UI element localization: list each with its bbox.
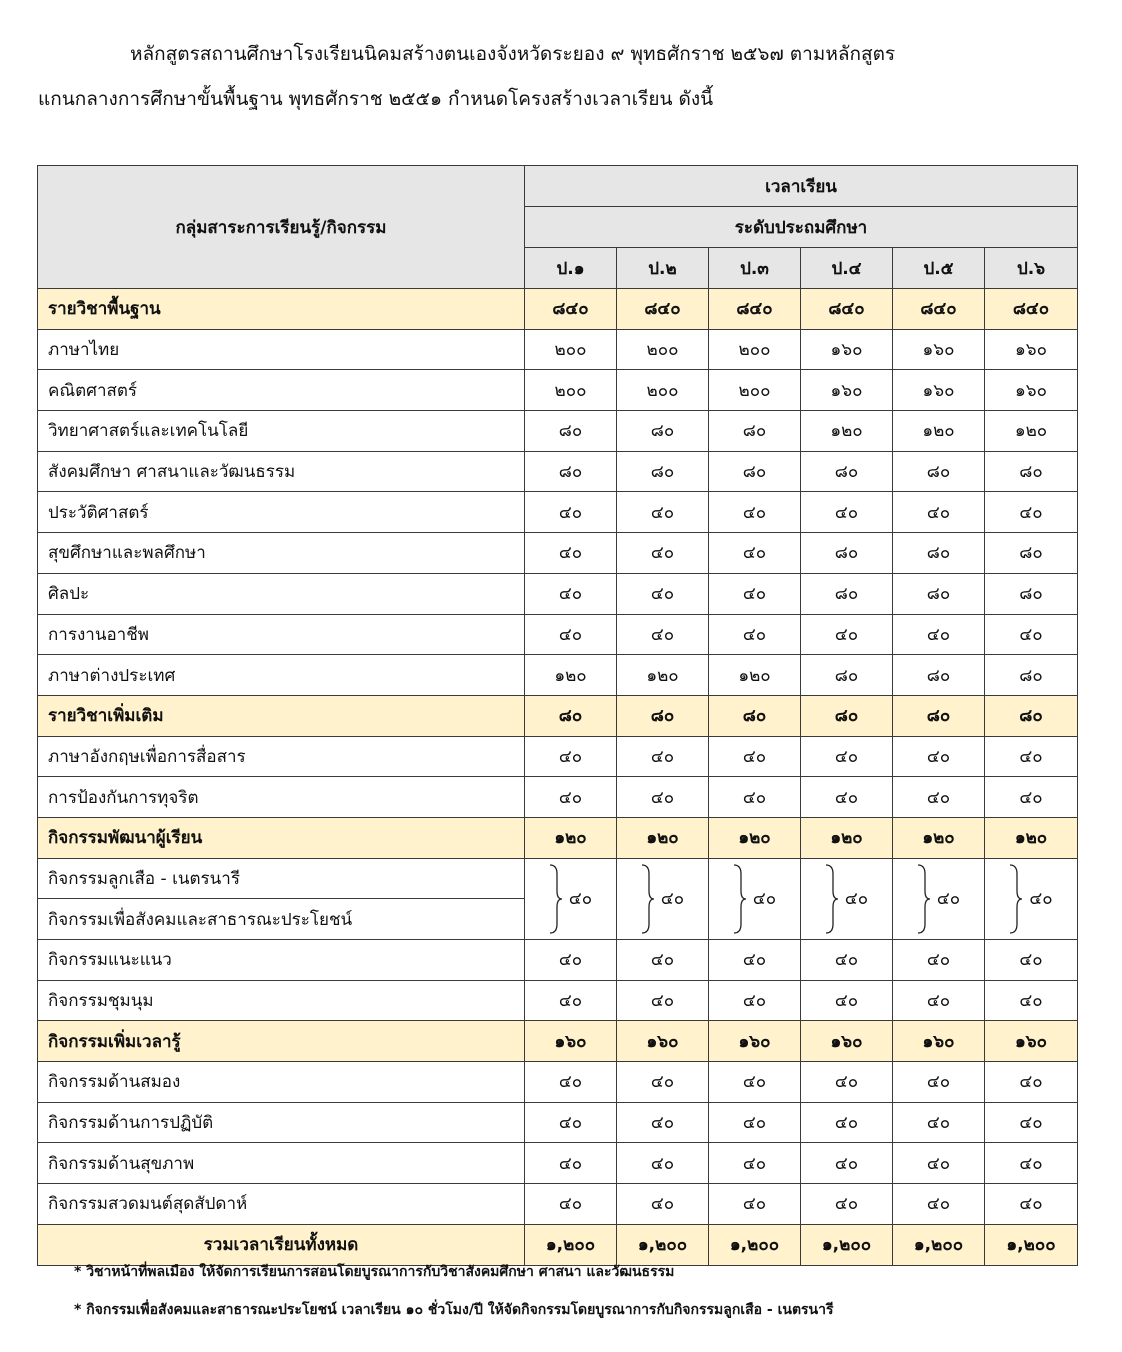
table-row bbox=[38, 980, 1078, 1021]
hours-value: ๑๖๐ bbox=[617, 1021, 709, 1062]
header-grade: ป.๓ bbox=[709, 248, 801, 289]
hours-value: ๘๔๐ bbox=[525, 289, 617, 330]
hours-value: ๑๒๐ bbox=[709, 817, 801, 858]
hours-value: ๔๐ bbox=[985, 1184, 1078, 1225]
hours-value: ๘๐ bbox=[893, 655, 985, 696]
subject-name: กิจกรรมแนะแนว bbox=[38, 940, 525, 981]
hours-value: ๑๒๐ bbox=[985, 817, 1078, 858]
hours-value: ๘๐ bbox=[985, 533, 1078, 574]
hours-value: ๔๐ bbox=[801, 1062, 893, 1103]
hours-value: ๘๔๐ bbox=[709, 289, 801, 330]
hours-value: ๘๐ bbox=[985, 695, 1078, 736]
hours-value: ๔๐ bbox=[801, 980, 893, 1021]
merged-hours-cell bbox=[801, 858, 893, 939]
hours-value: ๑๖๐ bbox=[893, 370, 985, 411]
category-name: รายวิชาเพิ่มเติม bbox=[38, 695, 525, 736]
hours-value: ๔๐ bbox=[525, 492, 617, 533]
hours-value: ๑๒๐ bbox=[893, 411, 985, 452]
hours-value: ๔๐ bbox=[709, 980, 801, 1021]
hours-value: ๒๐๐ bbox=[525, 329, 617, 370]
hours-value: ๘๐ bbox=[525, 695, 617, 736]
hours-value: ๔๐ bbox=[893, 1143, 985, 1184]
curly-brace-icon bbox=[733, 864, 747, 934]
hours-value: ๘๔๐ bbox=[617, 289, 709, 330]
subject-name: การงานอาชีพ bbox=[38, 614, 525, 655]
hours-value: ๔๐ bbox=[525, 736, 617, 777]
total-value: ๑,๒๐๐ bbox=[801, 1224, 893, 1265]
subject-name: กิจกรรมลูกเสือ - เนตรนารี bbox=[38, 858, 525, 899]
hours-value: ๔๐ bbox=[709, 533, 801, 574]
intro-line-1: หลักสูตรสถานศึกษาโรงเรียนนิคมสร้างตนเองจังหวัดระยอง ๙ พุทธศักราช ๒๕๖๗ ตามหลักสูตร bbox=[130, 43, 896, 65]
hours-value: ๘๐ bbox=[617, 411, 709, 452]
hours-value: ๔๐ bbox=[936, 889, 961, 910]
hours-value: ๘๐ bbox=[709, 411, 801, 452]
hours-value: ๔๐ bbox=[985, 980, 1078, 1021]
hours-value: ๔๐ bbox=[709, 777, 801, 818]
table-row bbox=[38, 655, 1078, 696]
subject-name: กิจกรรมด้านสุขภาพ bbox=[38, 1143, 525, 1184]
hours-value: ๔๐ bbox=[525, 980, 617, 1021]
table-row bbox=[38, 817, 1078, 858]
subject-name: กิจกรรมสวดมนต์สุดสัปดาห์ bbox=[38, 1184, 525, 1225]
hours-value: ๑๒๐ bbox=[801, 817, 893, 858]
curly-brace-icon bbox=[917, 864, 931, 934]
curly-brace-icon bbox=[1009, 864, 1023, 934]
total-value: ๑,๒๐๐ bbox=[985, 1224, 1078, 1265]
hours-value: ๔๐ bbox=[525, 1102, 617, 1143]
table-row bbox=[38, 370, 1078, 411]
hours-value: ๔๐ bbox=[801, 1184, 893, 1225]
header-grade: ป.๖ bbox=[985, 248, 1078, 289]
hours-value: ๘๐ bbox=[985, 451, 1078, 492]
hours-value: ๔๐ bbox=[801, 1102, 893, 1143]
hours-value: ๘๐ bbox=[893, 573, 985, 614]
category-name: รายวิชาพื้นฐาน bbox=[38, 289, 525, 330]
table-row bbox=[38, 695, 1078, 736]
curly-brace-icon bbox=[825, 864, 839, 934]
hours-value: ๔๐ bbox=[617, 1184, 709, 1225]
hours-value: ๔๐ bbox=[617, 492, 709, 533]
subject-name: คณิตศาสตร์ bbox=[38, 370, 525, 411]
hours-value: ๑๒๐ bbox=[893, 817, 985, 858]
table-row bbox=[38, 1143, 1078, 1184]
hours-value: ๔๐ bbox=[844, 889, 869, 910]
hours-value: ๔๐ bbox=[525, 573, 617, 614]
hours-value: ๔๐ bbox=[617, 1143, 709, 1184]
intro-line-2: แกนกลางการศึกษาขั้นพื้นฐาน พุทธศักราช ๒๕๕๑ กำหนดโครงสร้างเวลาเรียน ดังนี้ bbox=[38, 88, 714, 110]
hours-value: ๔๐ bbox=[893, 777, 985, 818]
hours-value: ๘๐ bbox=[709, 451, 801, 492]
hours-value: ๔๐ bbox=[985, 940, 1078, 981]
subject-name: ภาษาอังกฤษเพื่อการสื่อสาร bbox=[38, 736, 525, 777]
hours-value: ๑๖๐ bbox=[985, 1021, 1078, 1062]
hours-value: ๔๐ bbox=[617, 736, 709, 777]
hours-value: ๑๖๐ bbox=[985, 329, 1078, 370]
curriculum-time-table bbox=[37, 165, 1078, 1266]
hours-value: ๔๐ bbox=[617, 940, 709, 981]
hours-value: ๔๐ bbox=[985, 1062, 1078, 1103]
table-row bbox=[38, 1062, 1078, 1103]
subject-name: กิจกรรมด้านสมอง bbox=[38, 1062, 525, 1103]
subject-name: กิจกรรมชุมนุม bbox=[38, 980, 525, 1021]
hours-value: ๘๐ bbox=[801, 695, 893, 736]
hours-value: ๑๖๐ bbox=[801, 370, 893, 411]
table-row bbox=[38, 736, 1078, 777]
hours-value: ๘๐ bbox=[893, 695, 985, 736]
hours-value: ๑๖๐ bbox=[985, 370, 1078, 411]
curly-brace-icon bbox=[641, 864, 655, 934]
hours-value: ๑๒๐ bbox=[525, 655, 617, 696]
subject-name: ศิลปะ bbox=[38, 573, 525, 614]
hours-value: ๔๐ bbox=[801, 1143, 893, 1184]
hours-value: ๔๐ bbox=[985, 777, 1078, 818]
hours-value: ๒๐๐ bbox=[709, 370, 801, 411]
hours-value: ๒๐๐ bbox=[617, 329, 709, 370]
hours-value: ๘๐ bbox=[617, 695, 709, 736]
subject-name: สังคมศึกษา ศาสนาและวัฒนธรรม bbox=[38, 451, 525, 492]
hours-value: ๑๖๐ bbox=[893, 329, 985, 370]
hours-value: ๘๐ bbox=[525, 451, 617, 492]
table-row bbox=[38, 451, 1078, 492]
curly-brace-icon bbox=[549, 864, 563, 934]
table-row bbox=[38, 777, 1078, 818]
hours-value: ๔๐ bbox=[801, 736, 893, 777]
hours-value: ๘๔๐ bbox=[985, 289, 1078, 330]
subject-name: การป้องกันการทุจริต bbox=[38, 777, 525, 818]
merged-hours-cell bbox=[893, 858, 985, 939]
subject-name: ภาษาต่างประเทศ bbox=[38, 655, 525, 696]
hours-value: ๘๐ bbox=[617, 451, 709, 492]
table-row bbox=[38, 940, 1078, 981]
merged-hours-cell bbox=[525, 858, 617, 939]
hours-value: ๔๐ bbox=[985, 1143, 1078, 1184]
intro-paragraph bbox=[38, 32, 1088, 122]
hours-value: ๑๖๐ bbox=[709, 1021, 801, 1062]
hours-value: ๔๐ bbox=[525, 1143, 617, 1184]
hours-value: ๔๐ bbox=[617, 1102, 709, 1143]
hours-value: ๔๐ bbox=[525, 1062, 617, 1103]
hours-value: ๑๖๐ bbox=[893, 1021, 985, 1062]
hours-value: ๔๐ bbox=[893, 736, 985, 777]
merged-hours-cell bbox=[617, 858, 709, 939]
category-name: กิจกรรมเพิ่มเวลารู้ bbox=[38, 1021, 525, 1062]
table-row bbox=[38, 614, 1078, 655]
hours-value: ๑๒๐ bbox=[709, 655, 801, 696]
hours-value: ๔๐ bbox=[801, 940, 893, 981]
hours-value: ๘๐ bbox=[801, 451, 893, 492]
header-grade: ป.๒ bbox=[617, 248, 709, 289]
hours-value: ๘๐ bbox=[893, 451, 985, 492]
hours-value: ๔๐ bbox=[893, 980, 985, 1021]
total-row bbox=[38, 1224, 1078, 1265]
hours-value: ๑๒๐ bbox=[985, 411, 1078, 452]
hours-value: ๔๐ bbox=[525, 940, 617, 981]
subject-name: กิจกรรมด้านการปฏิบัติ bbox=[38, 1102, 525, 1143]
hours-value: ๑๒๐ bbox=[617, 817, 709, 858]
header-time: เวลาเรียน bbox=[525, 166, 1078, 207]
total-value: ๑,๒๐๐ bbox=[525, 1224, 617, 1265]
table-row bbox=[38, 1184, 1078, 1225]
hours-value: ๑๒๐ bbox=[525, 817, 617, 858]
hours-value: ๔๐ bbox=[617, 777, 709, 818]
subject-name: ภาษาไทย bbox=[38, 329, 525, 370]
hours-value: ๔๐ bbox=[709, 1062, 801, 1103]
hours-value: ๔๐ bbox=[709, 1102, 801, 1143]
table-row bbox=[38, 1102, 1078, 1143]
hours-value: ๔๐ bbox=[709, 573, 801, 614]
header-grade: ป.๕ bbox=[893, 248, 985, 289]
hours-value: ๑๖๐ bbox=[801, 329, 893, 370]
hours-value: ๔๐ bbox=[709, 1184, 801, 1225]
hours-value: ๔๐ bbox=[893, 492, 985, 533]
total-value: ๑,๒๐๐ bbox=[709, 1224, 801, 1265]
hours-value: ๔๐ bbox=[525, 533, 617, 574]
category-name: กิจกรรมพัฒนาผู้เรียน bbox=[38, 817, 525, 858]
hours-value: ๔๐ bbox=[660, 889, 685, 910]
hours-value: ๔๐ bbox=[568, 889, 593, 910]
hours-value: ๔๐ bbox=[893, 1102, 985, 1143]
hours-value: ๔๐ bbox=[985, 492, 1078, 533]
hours-value: ๔๐ bbox=[801, 614, 893, 655]
footnote: * วิชาหน้าที่พลเมือง ให้จัดการเรียนการสอนโดยบูรณาการกับวิชาสังคมศึกษา ศาสนา และวัฒนธรรม bbox=[74, 1264, 675, 1280]
header-subject: กลุ่มสาระการเรียนรู้/กิจกรรม bbox=[38, 166, 525, 289]
hours-value: ๔๐ bbox=[709, 736, 801, 777]
hours-value: ๘๐ bbox=[525, 411, 617, 452]
hours-value: ๑๖๐ bbox=[525, 1021, 617, 1062]
hours-value: ๘๔๐ bbox=[893, 289, 985, 330]
header-grade: ป.๔ bbox=[801, 248, 893, 289]
hours-value: ๘๐ bbox=[801, 655, 893, 696]
header-grade: ป.๑ bbox=[525, 248, 617, 289]
table-row bbox=[38, 858, 1078, 899]
merged-hours-cell bbox=[985, 858, 1078, 939]
hours-value: ๘๔๐ bbox=[801, 289, 893, 330]
total-label: รวมเวลาเรียนทั้งหมด bbox=[38, 1224, 525, 1265]
hours-value: ๔๐ bbox=[893, 1062, 985, 1103]
header-level: ระดับประถมศึกษา bbox=[525, 207, 1078, 248]
hours-value: ๔๐ bbox=[709, 492, 801, 533]
hours-value: ๔๐ bbox=[709, 940, 801, 981]
hours-value: ๔๐ bbox=[893, 1184, 985, 1225]
table-row bbox=[38, 492, 1078, 533]
hours-value: ๔๐ bbox=[617, 533, 709, 574]
hours-value: ๔๐ bbox=[709, 1143, 801, 1184]
hours-value: ๒๐๐ bbox=[709, 329, 801, 370]
subject-name: สุขศึกษาและพลศึกษา bbox=[38, 533, 525, 574]
subject-name: วิทยาศาสตร์และเทคโนโลยี bbox=[38, 411, 525, 452]
hours-value: ๔๐ bbox=[617, 1062, 709, 1103]
table-row bbox=[38, 1021, 1078, 1062]
hours-value: ๔๐ bbox=[752, 889, 777, 910]
hours-value: ๑๖๐ bbox=[801, 1021, 893, 1062]
hours-value: ๔๐ bbox=[1029, 889, 1053, 910]
table-row bbox=[38, 533, 1078, 574]
hours-value: ๔๐ bbox=[893, 614, 985, 655]
table-row bbox=[38, 289, 1078, 330]
hours-value: ๘๐ bbox=[985, 655, 1078, 696]
hours-value: ๔๐ bbox=[617, 573, 709, 614]
hours-value: ๘๐ bbox=[801, 533, 893, 574]
hours-value: ๔๐ bbox=[801, 492, 893, 533]
hours-value: ๔๐ bbox=[617, 980, 709, 1021]
hours-value: ๘๐ bbox=[893, 533, 985, 574]
hours-value: ๒๐๐ bbox=[617, 370, 709, 411]
subject-name: ประวัติศาสตร์ bbox=[38, 492, 525, 533]
hours-value: ๔๐ bbox=[985, 736, 1078, 777]
hours-value: ๘๐ bbox=[985, 573, 1078, 614]
hours-value: ๔๐ bbox=[893, 940, 985, 981]
table-row bbox=[38, 329, 1078, 370]
table-row bbox=[38, 411, 1078, 452]
table-row bbox=[38, 573, 1078, 614]
footnotes bbox=[74, 1262, 1094, 1338]
hours-value: ๔๐ bbox=[709, 614, 801, 655]
merged-hours-cell bbox=[709, 858, 801, 939]
hours-value: ๔๐ bbox=[985, 1102, 1078, 1143]
total-value: ๑,๒๐๐ bbox=[893, 1224, 985, 1265]
hours-value: ๔๐ bbox=[525, 777, 617, 818]
hours-value: ๘๐ bbox=[801, 573, 893, 614]
subject-name: กิจกรรมเพื่อสังคมและสาธารณะประโยชน์ bbox=[38, 899, 525, 940]
table-body bbox=[38, 289, 1078, 1266]
hours-value: ๔๐ bbox=[525, 614, 617, 655]
hours-value: ๔๐ bbox=[985, 614, 1078, 655]
hours-value: ๘๐ bbox=[709, 695, 801, 736]
hours-value: ๒๐๐ bbox=[525, 370, 617, 411]
total-value: ๑,๒๐๐ bbox=[617, 1224, 709, 1265]
footnote: * กิจกรรมเพื่อสังคมและสาธารณะประโยชน์ เวลาเรียน ๑๐ ชั่วโมง/ปี ให้จัดกิจกรรมโดยบูรณาการกับกิจกรรมลูกเสือ - เนตรนารี bbox=[74, 1302, 834, 1318]
hours-value: ๑๒๐ bbox=[801, 411, 893, 452]
hours-value: ๔๐ bbox=[617, 614, 709, 655]
hours-value: ๔๐ bbox=[525, 1184, 617, 1225]
hours-value: ๑๒๐ bbox=[617, 655, 709, 696]
hours-value: ๔๐ bbox=[801, 777, 893, 818]
